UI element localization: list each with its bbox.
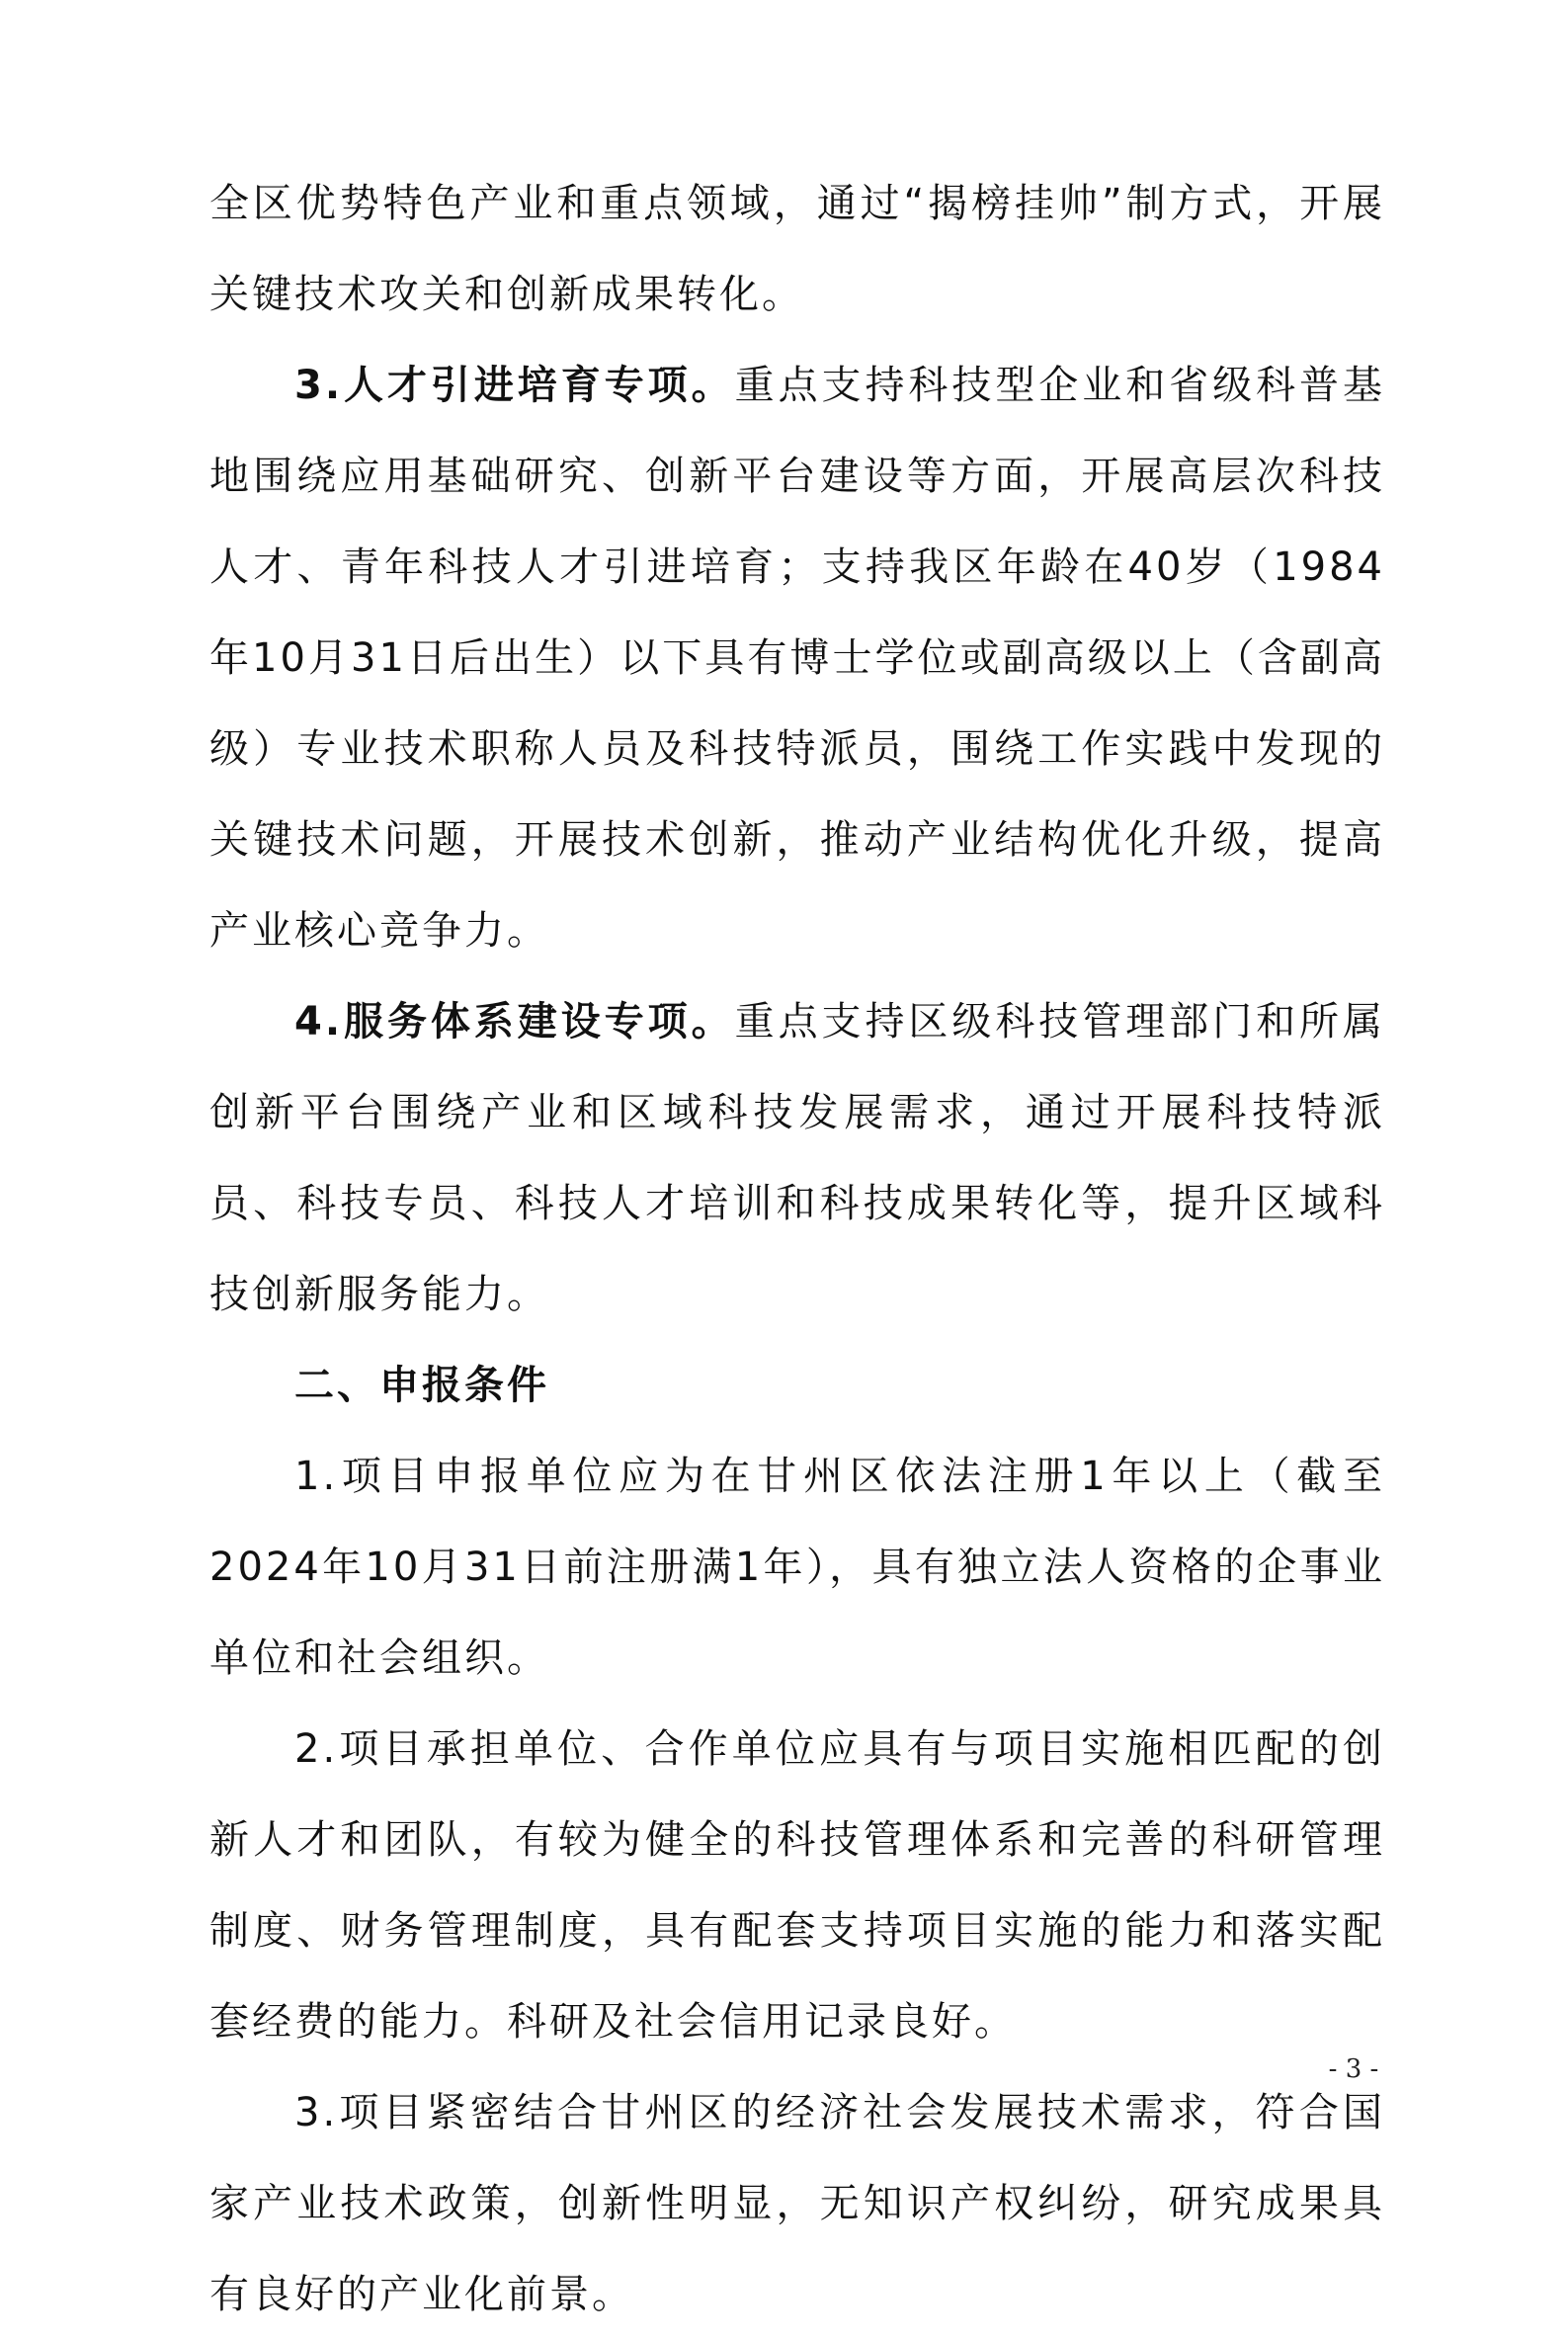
item-4-heading: 4.服务体系建设专项。 (294, 999, 735, 1045)
paragraph-continuation: 全区优势特色产业和重点领域，通过“揭榜挂帅”制方式，开展关键技术攻关和创新成果转化。 (209, 181, 1385, 317)
condition-2: 2.项目承担单位、合作单位应具有与项目实施相匹配的创新人才和团队，有较为健全的科技管理体系和完善的科研管理制度、财务管理制度，具有配套支持项目实施的能力和落实配套经费的能力。科研及社会信用记录良好。 (209, 1726, 1385, 2045)
section-heading: 二、申报条件 (294, 1363, 549, 1408)
item-3-text: 重点支持科技型企业和省级科普基地围绕应用基础研究、创新平台建设等方面，开展高层次科技人才、青年科技人才引进培育；支持我区年龄在40岁（1984年10月31日后出生）以下具有博士学位或副高级以上（含副高级）专业技术职称人员及科技特派员，围绕工作实践中发现的关键技术问题，开展技术创新，推动产业结构优化升级，提高产业核心竞争力。 (209, 363, 1386, 954)
item-3-heading: 3.人才引进培育专项。 (294, 363, 735, 408)
document-body (209, 158, 1385, 2340)
paragraph-item-3 (209, 340, 1385, 976)
condition-1: 1.项目申报单位应为在甘州区依法注册1年以上（截至2024年10月31日前注册满1年），具有独立法人资格的企事业单位和社会组织。 (209, 1454, 1385, 1681)
condition-3: 3.项目紧密结合甘州区的经济社会发展技术需求，符合国家产业技术政策，创新性明显，无知识产权纠纷，研究成果具有良好的产业化前景。 (209, 2090, 1385, 2317)
paragraph-item-4 (209, 976, 1385, 1340)
page-number: - 3 - (1328, 2054, 1379, 2084)
item-4-text: 重点支持区级科技管理部门和所属创新平台围绕产业和区域科技发展需求，通过开展科技特派员、科技专员、科技人才培训和科技成果转化等，提升区域科技创新服务能力。 (209, 999, 1386, 1317)
